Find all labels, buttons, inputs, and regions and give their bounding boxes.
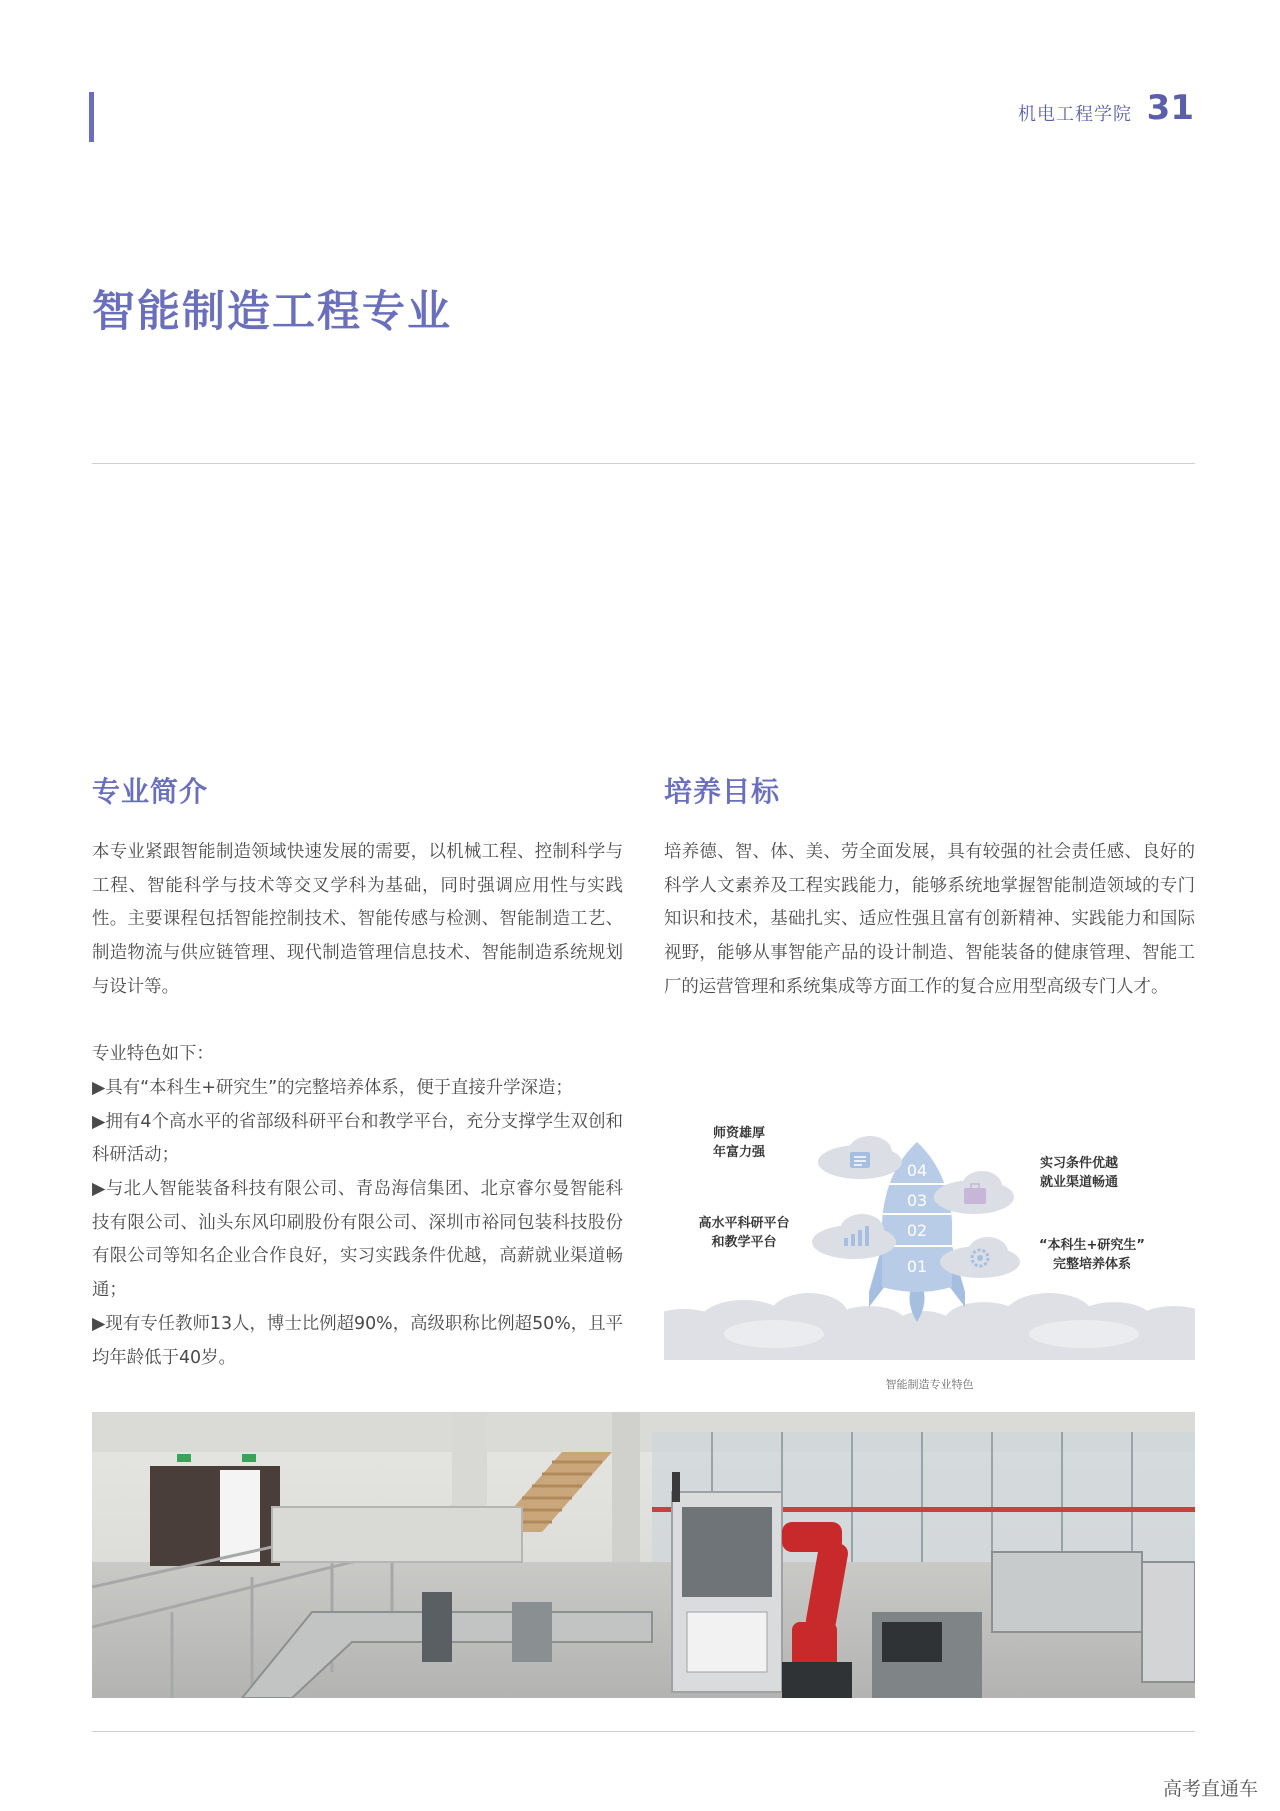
intro-body (92, 836, 623, 1375)
page-title: 智能制造工程专业 (92, 287, 452, 337)
feature-item: ▶具有“本科生+研究生”的完整培养体系，便于直接升学深造； (92, 1077, 573, 1098)
feature-item: ▶现有专任教师13人，博士比例超90%，高级职称比例超50%，且平均年龄低于40岁。 (92, 1313, 623, 1368)
goals-paragraph: 培养德、智、体、美、劳全面发展，具有较强的社会责任感、良好的科学人文素养及工程实践能力，能够系统地掌握智能制造领域的专门知识和技术，基础扎实、适应性强且富有创新精神、实践能力和国际视野，能够从事智能产品的设计制造、智能装备的健康管理、智能工厂的运营管理和系统集成等方面工作的复合应用型高级专门人才。 (664, 842, 1195, 997)
feature-item: ▶与北人智能装备科技有限公司、青岛海信集团、北京睿尔曼智能科技有限公司、汕头东风印刷股份有限公司、深圳市裕同包装科技股份有限公司等知名企业合作良好，实习实践条件优越，高薪就业渠道畅通； (92, 1179, 623, 1301)
feature-label-system: “本科生+研究生” 完整培养体系 (1039, 1238, 1145, 1272)
lab-photo (92, 1412, 1195, 1698)
diagram-caption: 智能制造专业特色 (885, 1378, 974, 1391)
stage-label: 04 (906, 1161, 928, 1180)
title-divider (92, 463, 1195, 464)
cloud-faculty (818, 1136, 902, 1179)
feature-label-faculty: 师资雄厚 年富力强 (712, 1126, 765, 1160)
page-accent-bar (89, 92, 94, 142)
intro-paragraph: 本专业紧跟智能制造领域快速发展的需要，以机械工程、控制科学与工程、智能科学与技术等交叉学科为基础，同时强调应用性与实践性。主要课程包括智能控制技术、智能传感与检测、智能制造工艺、制造物流与供应链管理、现代制造管理信息技术、智能制造系统规划与设计等。 (92, 842, 623, 997)
goals-body (664, 836, 1195, 1005)
goals-heading: 培养目标 (664, 775, 781, 808)
factory-lab-image (92, 1412, 1195, 1698)
feature-label-platform: 高水平科研平台 和教学平台 (698, 1216, 790, 1250)
document-icon (850, 1152, 870, 1168)
feature-label-internship: 实习条件优越 就业渠道畅通 (1039, 1156, 1118, 1190)
stage-label: 01 (906, 1257, 928, 1276)
footer-watermark: 高考直通车 (1162, 1778, 1258, 1800)
cloud-internship (934, 1171, 1014, 1214)
stage-label: 03 (906, 1191, 928, 1210)
features-diagram (664, 1112, 1195, 1360)
stage-label: 02 (906, 1221, 928, 1240)
page-number: 31 (1146, 88, 1194, 128)
intro-heading: 专业简介 (92, 775, 209, 808)
feature-item: ▶拥有4个高水平的省部级科研平台和教学平台，充分支撑学生双创和科研活动； (92, 1111, 623, 1166)
footer-divider (92, 1731, 1195, 1732)
features-lead: 专业特色如下： (92, 1044, 214, 1065)
header-college-name: 机电工程学院 (1018, 104, 1132, 125)
